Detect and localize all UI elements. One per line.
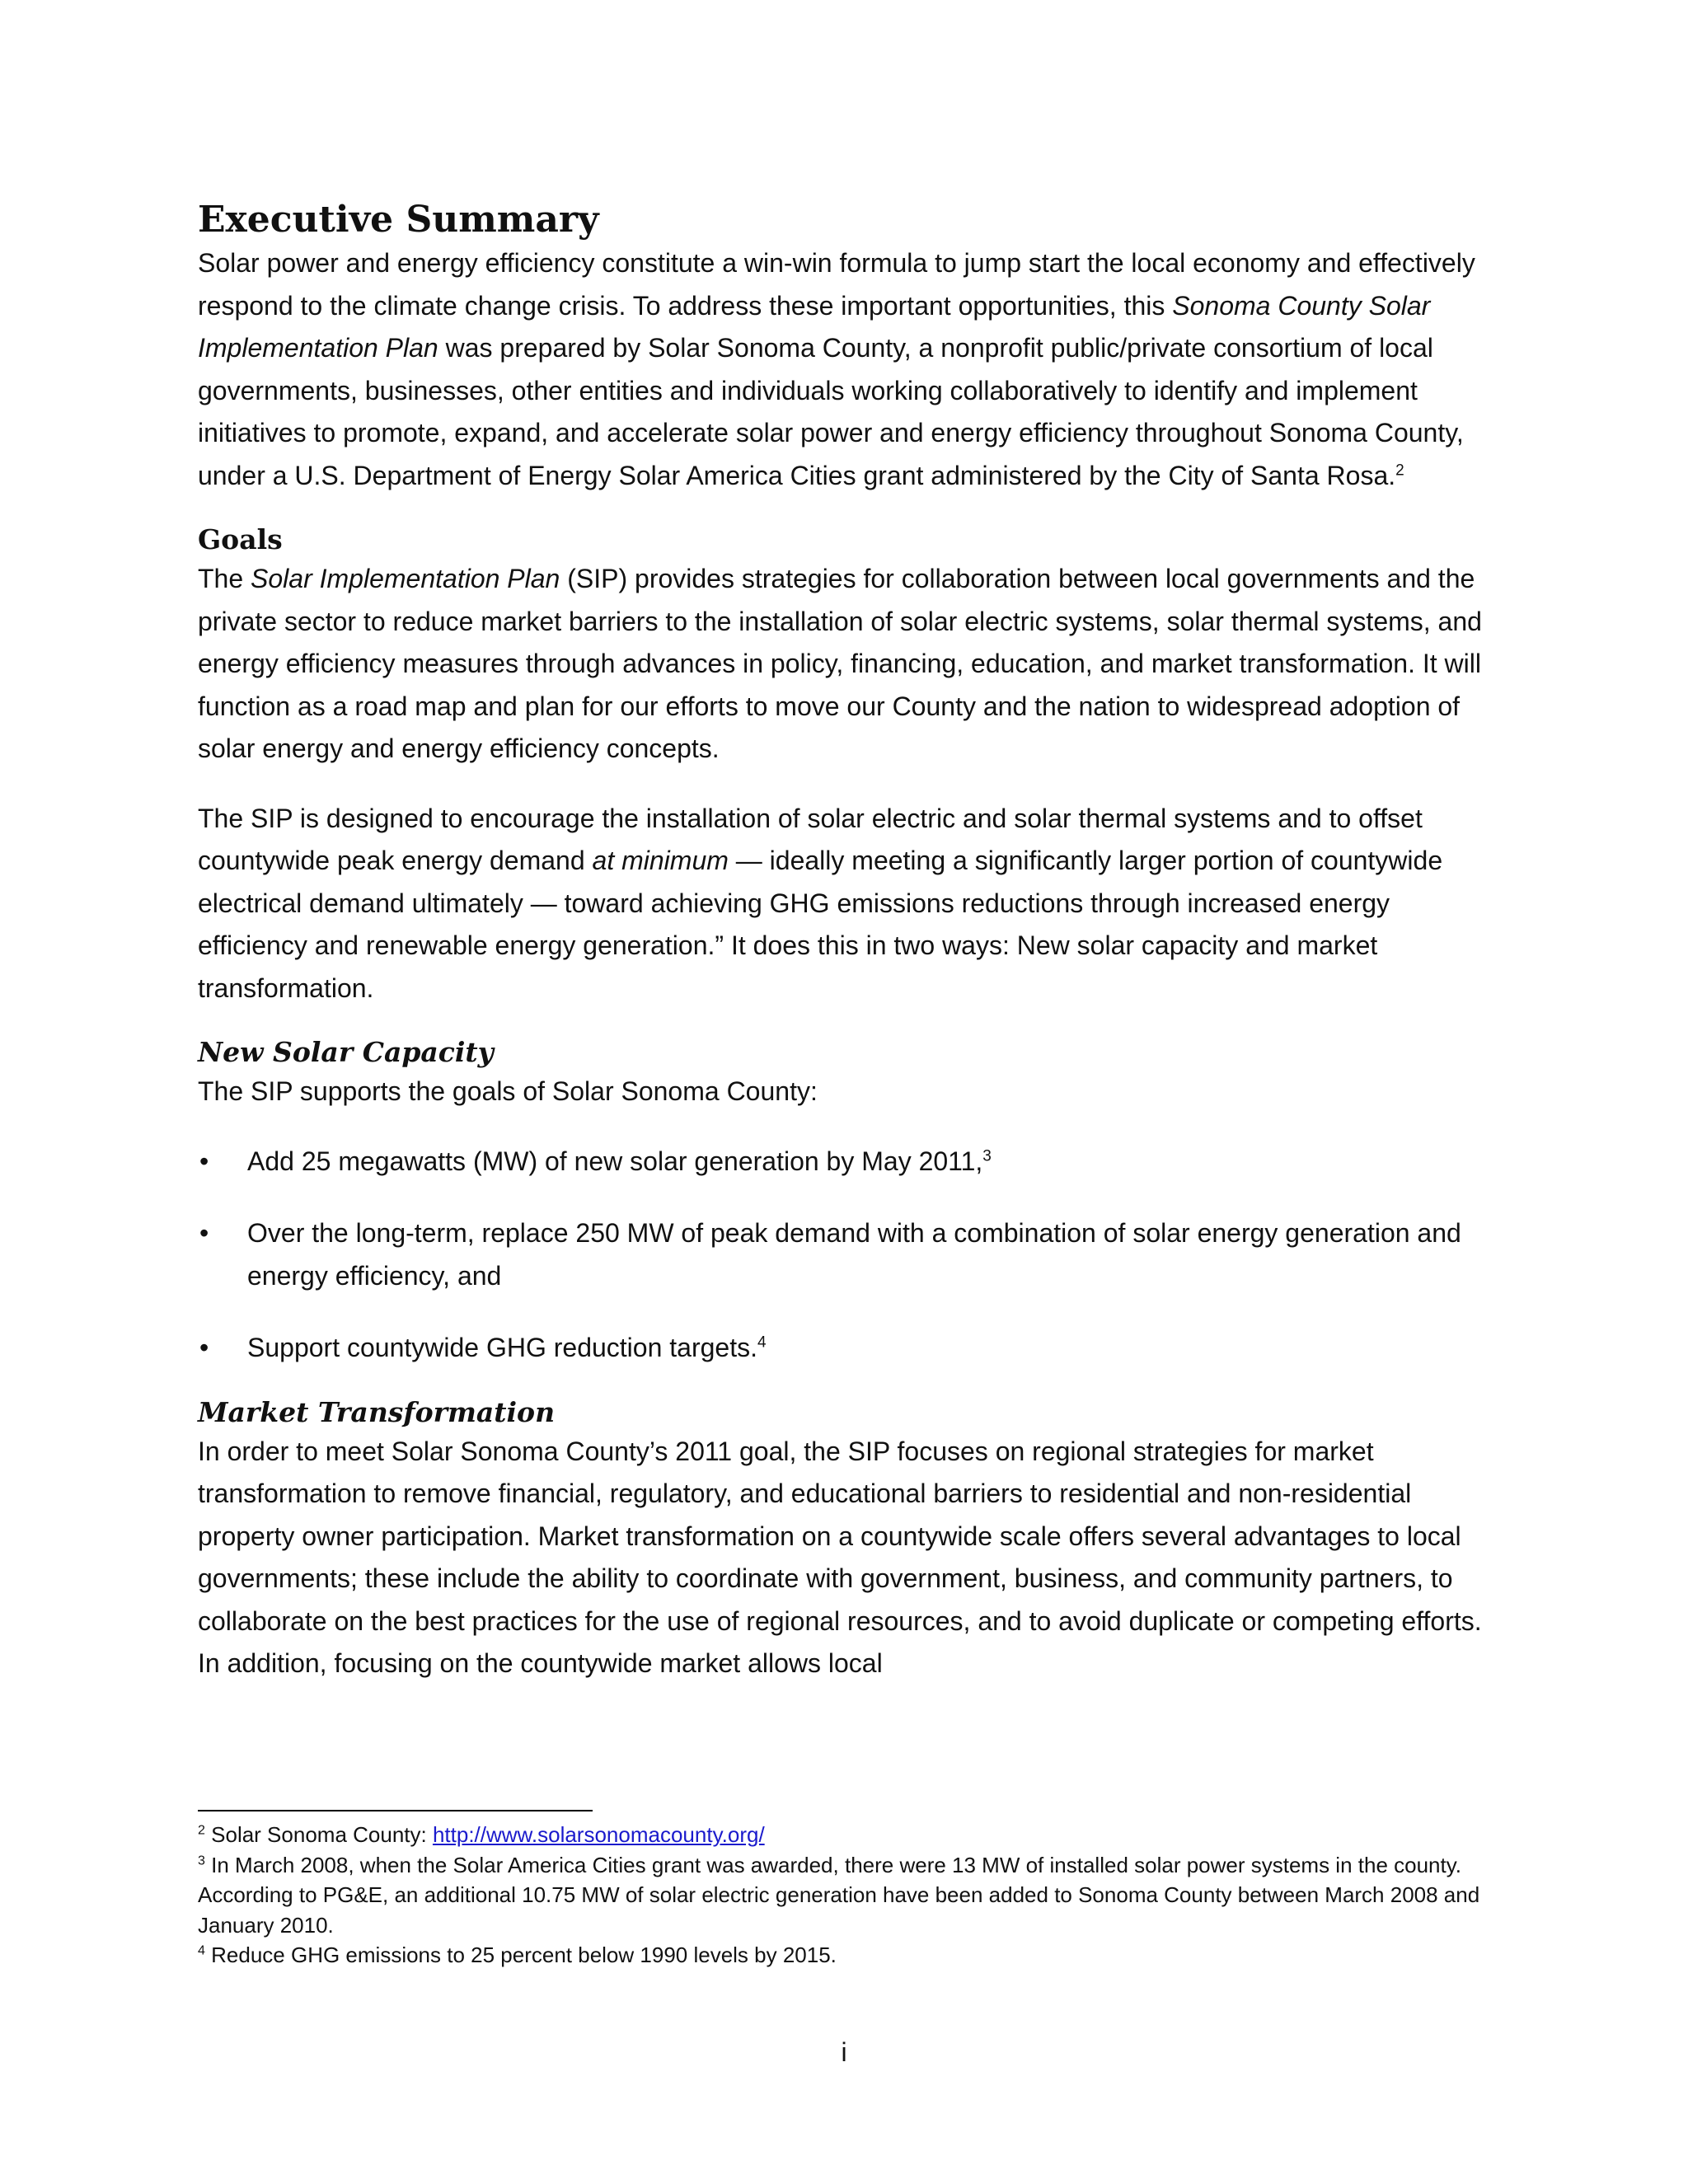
market-paragraph: In order to meet Solar Sonoma County’s 2011 goal, the SIP focuses on regional strategies for market transformation to remove financial, regulatory, and educational barriers to residential and non-residential property owner participation. Market transformation on a countywide scale offers several advantages to local governments; these include the ability to coordinate with government, business, and community partners, to collaborate on the best practices for the use of regional resources, and to avoid duplicate or competing efforts. In addition, focusing on the countywide market allows local [198,1436,1482,1678]
goals-paragraph-2: The SIP is designed to encourage the installation of solar electric and solar thermal systems and to offset countywide peak energy demand at minimum — ideally meeting a significantly larger portion of countywide electrical demand ultimately — toward achieving GHG emissions reductions through increased energy efficiency and renewable energy generation.” It does this in two ways: New solar capacity and market transformation. [198,803,1443,1003]
list-item: • Support countywide GHG reduction targets.$^4$ [198,1327,1496,1370]
goals-bullet-list [198,1141,1496,1370]
footnote-4: $^4$ Reduce GHG emissions to 25 percent below 1990 levels by 2015. [198,1943,837,1967]
section-heading-goals: Goals [198,523,283,555]
footnote-ref: 4 [757,1333,767,1352]
page-number: i [841,2037,847,2067]
footnote-ref: 2 [1395,461,1404,479]
main-content [198,198,1496,1685]
footnote-3: $^3$ In March 2008, when the Solar America Cities grant was awarded, there were 13 MW of installed solar power systems in the county. According to PG&E, an additional 10.75 MW of solar electric generation have been added to Sonoma County between March 2008 and January 2010. [198,1852,1480,1938]
list-item: • Add 25 megawatts (MW) of new solar generation by May 2011,$^3$ [198,1141,1496,1183]
footnote-ref: 3 [982,1146,992,1165]
solar-sonoma-link[interactable]: http://www.solarsonomacounty.org/ [432,1822,765,1847]
subsection-heading-market-transformation: Market Transformation [198,1395,556,1428]
bullet-icon: • [199,1333,209,1362]
footnote-separator [198,1810,593,1811]
page-title: Executive Summary [198,199,599,241]
goals-paragraph-1: The Solar Implementation Plan (SIP) provides strategies for collaboration between local governments and the private sector to reduce market barriers to the installation of solar electric systems, solar thermal systems, and energy efficiency measures through advances in policy, financing, education, and market transformation. It will function as a road map and plan for our efforts to move our County and the nation to widespread adoption of solar energy and energy efficiency concepts. [198,564,1482,763]
list-item: • Over the long-term, replace 250 MW of peak demand with a combination of solar energy generation and energy efficiency, and [198,1212,1496,1297]
bullet-icon: • [199,1218,209,1248]
new-solar-lead: The SIP supports the goals of Solar Sonoma County: [198,1076,818,1106]
bullet-icon: • [199,1146,209,1176]
footnote-2: $^2$ Solar Sonoma County: http://www.solarsonomacounty.org/ [198,1822,765,1847]
subsection-heading-new-solar-capacity: New Solar Capacity [198,1036,494,1068]
intro-paragraph: Solar power and energy efficiency constitute a win-win formula to jump start the local economy and effectively respond to the climate change crisis. To address these important opportunities, this Sonoma County Solar Implementation Plan was prepared by Solar Sonoma County, a nonprofit public/private consortium of local governments, businesses, other entities and individuals working collaboratively to identify and implement initiatives to promote, expand, and accelerate solar power and energy efficiency throughout Sonoma County, under a U.S. Department of Energy Solar America Cities grant administered by the City of Santa Rosa.$^2$ [198,248,1475,490]
footnotes [198,1820,1496,1971]
